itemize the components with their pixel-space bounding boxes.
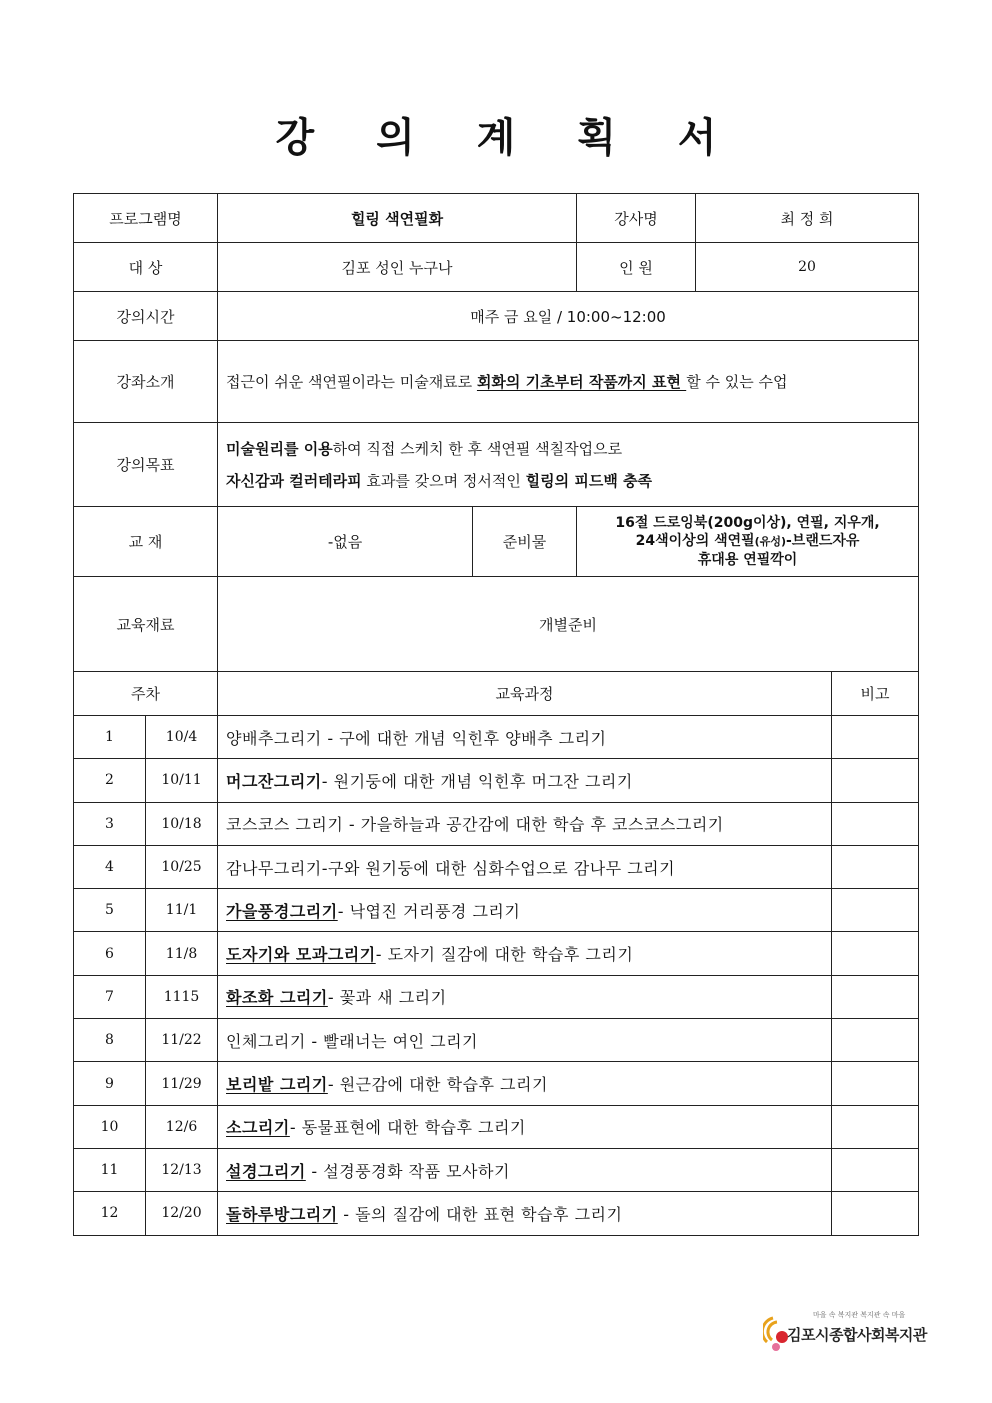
week-description bbox=[218, 716, 832, 759]
prep-label: 준비물 bbox=[473, 507, 577, 577]
week-description bbox=[218, 1192, 832, 1235]
headcount-value: 20 bbox=[696, 243, 919, 292]
week-topic: 머그잔그리기 bbox=[226, 771, 322, 791]
week-detail: - 가을하늘과 공간감에 대한 학습 후 코스코스그리기 bbox=[343, 815, 724, 835]
material-row bbox=[74, 577, 919, 672]
week-description bbox=[218, 845, 832, 888]
week-date: 11/29 bbox=[146, 1062, 218, 1105]
week-note bbox=[832, 845, 919, 888]
week-description bbox=[218, 759, 832, 802]
schedule-row bbox=[74, 845, 919, 888]
schedule-row bbox=[74, 1062, 919, 1105]
week-date: 10/25 bbox=[146, 845, 218, 888]
week-note bbox=[832, 932, 919, 975]
program-value: 힐링 색연필화 bbox=[218, 194, 577, 243]
intro-text-pre: 접근이 쉬운 색연필이라는 미술재료로 bbox=[226, 373, 477, 391]
week-note bbox=[832, 759, 919, 802]
week-number: 3 bbox=[74, 802, 146, 845]
week-date: 10/18 bbox=[146, 802, 218, 845]
week-description bbox=[218, 1148, 832, 1191]
textbook-label: 교 재 bbox=[74, 507, 218, 577]
material-value: 개별준비 bbox=[218, 577, 919, 672]
goal-label: 강의목표 bbox=[74, 423, 218, 507]
week-date: 11/1 bbox=[146, 889, 218, 932]
schedule-row bbox=[74, 759, 919, 802]
week-date: 12/13 bbox=[146, 1148, 218, 1191]
schedule-row bbox=[74, 1148, 919, 1191]
org-tagline: 마을 속 복지관 복지관 속 마을 bbox=[813, 1311, 906, 1319]
week-number: 10 bbox=[74, 1105, 146, 1148]
target-label: 대 상 bbox=[74, 243, 218, 292]
week-number: 11 bbox=[74, 1148, 146, 1191]
material-label: 교육재료 bbox=[74, 577, 218, 672]
time-value: 매주 금 요일 / 10:00~12:00 bbox=[218, 292, 919, 341]
week-date: 12/20 bbox=[146, 1192, 218, 1235]
week-note bbox=[832, 1019, 919, 1062]
week-topic: 돌하루방그리기 bbox=[226, 1204, 338, 1224]
textbook-value: -없음 bbox=[218, 507, 473, 577]
program-row bbox=[74, 194, 919, 243]
week-detail: -구와 원기둥에 대한 심화수업으로 감나무 그리기 bbox=[321, 858, 676, 878]
week-date: 11/22 bbox=[146, 1019, 218, 1062]
week-topic: 감나무그리기 bbox=[226, 858, 322, 878]
week-description bbox=[218, 889, 832, 932]
schedule-header-row bbox=[74, 672, 919, 716]
note-header: 비고 bbox=[832, 672, 919, 716]
week-number: 6 bbox=[74, 932, 146, 975]
schedule-row bbox=[74, 932, 919, 975]
goal-line-2-bold-a: 자신감과 컬러테라피 bbox=[226, 471, 362, 490]
week-header: 주차 bbox=[74, 672, 218, 716]
schedule-row bbox=[74, 889, 919, 932]
week-note bbox=[832, 1062, 919, 1105]
prep-line-3: 휴대용 연필깍이 bbox=[697, 552, 798, 568]
week-topic: 보리밭 그리기 bbox=[226, 1075, 328, 1095]
week-detail: - 꽃과 새 그리기 bbox=[327, 988, 447, 1008]
week-topic: 소그리기 bbox=[226, 1118, 290, 1138]
schedule-row bbox=[74, 802, 919, 845]
week-description bbox=[218, 1105, 832, 1148]
week-detail: - 동물표현에 대한 학습후 그리기 bbox=[289, 1118, 526, 1138]
week-note bbox=[832, 1105, 919, 1148]
document-title: 강 의 계 획 서 bbox=[275, 114, 741, 161]
week-note bbox=[832, 1192, 919, 1235]
target-value: 김포 성인 누구나 bbox=[218, 243, 577, 292]
time-row bbox=[74, 292, 919, 341]
week-description bbox=[218, 932, 832, 975]
course-header: 교육과정 bbox=[218, 672, 832, 716]
schedule-row bbox=[74, 716, 919, 759]
target-row bbox=[74, 243, 919, 292]
program-label: 프로그램명 bbox=[74, 194, 218, 243]
week-topic: 도자기와 모과그리기 bbox=[226, 945, 376, 965]
intro-text-post: 할 수 있는 수업 bbox=[686, 373, 788, 391]
week-detail: - 돌의 질감에 대한 표현 학습후 그리기 bbox=[337, 1204, 623, 1224]
week-number: 8 bbox=[74, 1019, 146, 1062]
intro-label: 강좌소개 bbox=[74, 341, 218, 423]
schedule-body bbox=[74, 716, 919, 1236]
week-date: 1115 bbox=[146, 975, 218, 1018]
week-description bbox=[218, 1062, 832, 1105]
week-detail: - 원기둥에 대한 개념 익힌후 머그잔 그리기 bbox=[321, 771, 633, 791]
org-name: 김포시종합사회복지관 bbox=[787, 1326, 927, 1344]
week-date: 10/11 bbox=[146, 759, 218, 802]
goal-line-1 bbox=[226, 433, 910, 465]
headcount-label: 인 원 bbox=[577, 243, 696, 292]
goal-row bbox=[74, 423, 919, 507]
schedule-row bbox=[74, 1105, 919, 1148]
prep-line-2-a: 24색이상의 색연필 bbox=[635, 533, 755, 549]
goal-line-2-bold-b: 힐링의 피드백 충족 bbox=[525, 471, 653, 490]
week-note bbox=[832, 1148, 919, 1191]
lecture-plan-table bbox=[73, 193, 919, 1236]
week-description bbox=[218, 802, 832, 845]
week-topic: 양배추그리기 bbox=[226, 728, 322, 748]
schedule-row bbox=[74, 1019, 919, 1062]
intro-value bbox=[218, 341, 919, 423]
week-date: 11/8 bbox=[146, 932, 218, 975]
textbook-row bbox=[74, 507, 919, 577]
week-description bbox=[218, 975, 832, 1018]
intro-row bbox=[74, 341, 919, 423]
prep-line-2 bbox=[585, 532, 910, 551]
week-detail: - 도자기 질감에 대한 학습후 그리기 bbox=[375, 945, 634, 965]
week-description bbox=[218, 1019, 832, 1062]
week-note bbox=[832, 889, 919, 932]
prep-line-1: 16절 드로잉북(200g이상), 연필, 지우개, bbox=[615, 515, 880, 531]
week-number: 7 bbox=[74, 975, 146, 1018]
goal-line-1-bold: 미술원리를 이용 bbox=[226, 439, 333, 458]
week-number: 4 bbox=[74, 845, 146, 888]
week-note bbox=[832, 975, 919, 1018]
week-topic: 인체그리기 bbox=[226, 1031, 306, 1051]
week-topic: 코스코스 그리기 bbox=[226, 815, 344, 835]
goal-value bbox=[218, 423, 919, 507]
week-topic: 가을풍경그리기 bbox=[226, 901, 338, 921]
week-detail: - 빨래너는 여인 그리기 bbox=[305, 1031, 479, 1051]
week-number: 5 bbox=[74, 889, 146, 932]
week-detail: - 구에 대한 개념 익힌후 양배추 그리기 bbox=[321, 728, 607, 748]
goal-line-1-text: 하여 직접 스케치 한 후 색연필 색칠작업으로 bbox=[332, 439, 623, 458]
week-detail: - 원근감에 대한 학습후 그리기 bbox=[327, 1075, 548, 1095]
week-note bbox=[832, 802, 919, 845]
week-date: 12/6 bbox=[146, 1105, 218, 1148]
week-detail: - 낙엽진 거리풍경 그리기 bbox=[337, 901, 521, 921]
instructor-value: 최 정 희 bbox=[696, 194, 919, 243]
week-topic: 화조화 그리기 bbox=[226, 988, 328, 1008]
schedule-row bbox=[74, 975, 919, 1018]
org-logo bbox=[763, 1308, 927, 1358]
week-number: 12 bbox=[74, 1192, 146, 1235]
schedule-row bbox=[74, 1192, 919, 1235]
week-topic: 설경그리기 bbox=[226, 1161, 306, 1181]
prep-line-2-b: -브랜드자유 bbox=[785, 533, 860, 549]
time-label: 강의시간 bbox=[74, 292, 218, 341]
prep-value bbox=[577, 507, 919, 577]
goal-line-2-text: 효과를 갖으며 정서적인 bbox=[361, 471, 526, 490]
week-detail: - 설경풍경화 작품 모사하기 bbox=[305, 1161, 510, 1181]
week-note bbox=[832, 716, 919, 759]
week-number: 9 bbox=[74, 1062, 146, 1105]
goal-line-2 bbox=[226, 465, 910, 497]
week-date: 10/4 bbox=[146, 716, 218, 759]
instructor-label: 강사명 bbox=[577, 194, 696, 243]
prep-line-2-small: (유성) bbox=[754, 535, 786, 548]
week-number: 2 bbox=[74, 759, 146, 802]
week-number: 1 bbox=[74, 716, 146, 759]
intro-text-emphasis: 회화의 기초부터 작품까지 표현 bbox=[476, 373, 687, 391]
